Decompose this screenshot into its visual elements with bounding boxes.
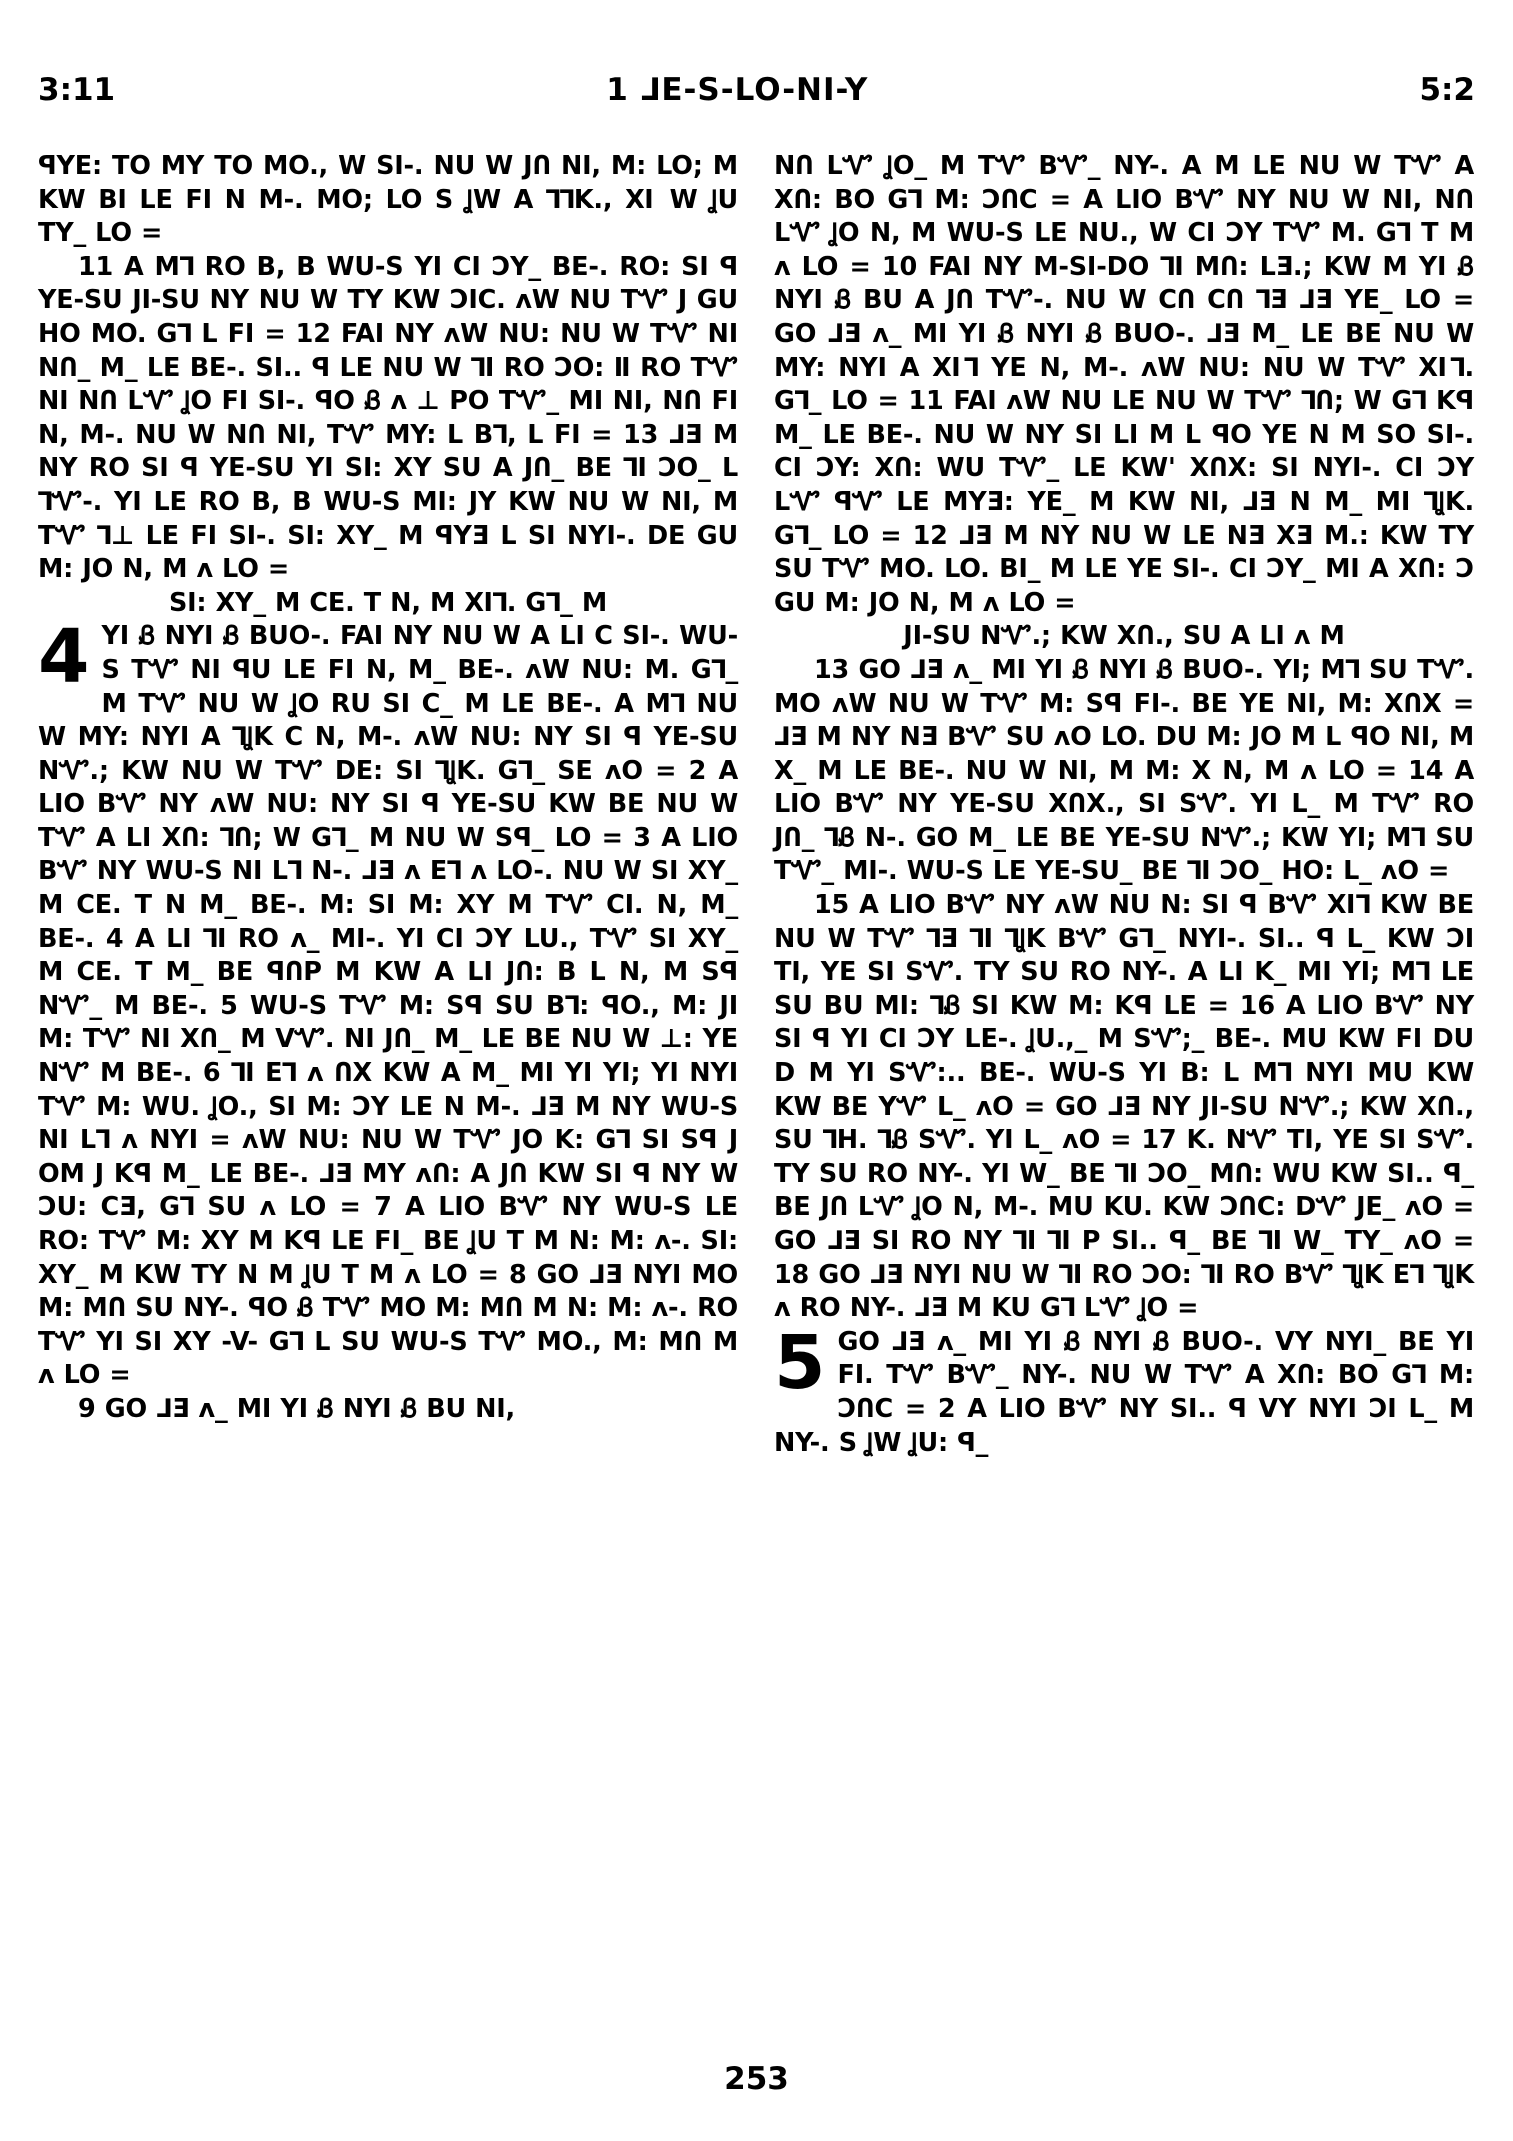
paragraph: 13 GO ⅃Ǝ ᴧ_ MI YI Ᏸ NYI Ᏸ BUO-. YI; M⅂ SU TᏉ. MO ᴧW NU W TᏉ M: Sꟼ FI-. BE YE NI, M: XՈX = ⅃Ǝ M NY NƎ BᏉ SU ᴧO LO. DU M: JO M L ꟼO NI, M X_ M LE BE-. NU W NI, M M: X N, M ᴧ LO = 14 A LIO BᏉ NY YE-SU XՈX., SI SᏉ. YI L_ M TᏉ RO JՈ_ ⅂Ᏸ N-. GO M_ LE BE YE-SU NᏉ.; KW YI; M⅂ SU TᏉ_ MI-. WU-S LE YE-SU_ BE ⅂I ƆO_ HO: L_ ᴧO =	[774, 654, 1474, 887]
dropcap-paragraph	[774, 1319, 1474, 1460]
header-right-reference: 5:2	[1419, 72, 1475, 108]
paragraph: GO ⅃Ǝ ᴧ_ MI YI Ᏸ NYI Ᏸ BUO-. VY NYI_ BE YI FI. TᏉ BᏉ_ NY-. NU W TᏉ A XՈ: BO G⅂ M: ƆՈC = 2 A LIO BᏉ NY SI.. ꟼ VY NYI ƆI L_ M NY-. S ꞲW ꞲU: ꟼ_	[774, 1326, 1474, 1458]
paragraph: 11 A M⅂ RO B, B WU-S YI CI ƆY_ BE-. RO: SI ꟼ YE-SU JI-SU NY NU W TY KW ƆIC. ᴧW NU TᏉ J GU HO MO. G⅂ L FI = 12 FAI NY ᴧW NU: NU W TᏉ NI NՈ_ M_ LE BE-. SI.. ꟼ LE NU W ⅂I RO ƆO: Ⅱ RO TᏉ NI NՈ LᏉ ꞲO FI SI-. ꟼO Ᏸ ᴧ ⊥ PO TᏉ_ MI NI, NՈ FI N, M-. NU W NՈ NI, TᏉ MY: L B⅂, L FI = 13 ⅃Ǝ M NY RO SI ꟼ YE-SU YI SI: XY SU A JՈ_ BE ⅂I ƆO_ L ⅂Ꮙ-. YI LE RO B, B WU-S MI: JY KW NU W NI, M TᏉ ⅂⊥ LE FI SI-. SI: XY_ M ꟼYƎ L SI NYI-. DE GU M: JO N, M ᴧ LO =	[38, 251, 738, 585]
paragraph: YI Ᏸ NYI Ᏸ BUO-. FAI NY NU W A LI C SI-. WU-S TᏉ NI ꟼU LE FI N, M_ BE-. ᴧW NU: M. G⅂_ M TᏉ NU W ꞲO RU SI C_ M LE BE-. A M⅂ NU W MY: NYI A ⅂ꞲK C N, M-. ᴧW NU: NY SI ꟼ YE-SU NᏉ.; KW NU W TᏉ DE: SI ⅂ꞲK. G⅂_ SE ᴧO = 2 A LIO BᏉ NY ᴧW NU: NY SI ꟼ YE-SU KW BE NU W TᏉ A LI XՈ: ⅂Ո; W G⅂_ M NU W Sꟼ_ LO = 3 A LIO BᏉ NY WU-S NI L⅂ N-. ⅃Ǝ ᴧ E⅂ ᴧ LO-. NU W SI XY_ M CE. T N M_ BE-. M: SI M: XY M TᏉ CI. N, M_ BE-. 4 A LI ⅂I RO ᴧ_ MI-. YI CI ƆY LU., TᏉ SI XY_ M CE. T M_ BE ꟼՈP M KW A LI JՈ: B L N, M Sꟼ NᏉ_ M BE-. 5 WU-S TᏉ M: Sꟼ SU B⅂: ꟼO., M: JI M: TᏉ NI XՈ_ M VᏉ. NI JՈ_ M_ LE BE NU W ⊥: YE NᏉ M BE-. 6 ⅂I E⅂ ᴧ ՈX KW A M_ MI YI YI; YI NYI TᏉ M: WU. ꞲO., SI M: ƆY LE N M-. ⅃Ǝ M NY WU-S NI L⅂ ᴧ NYI = ᴧW NU: NU W TᏉ JO K: G⅂ SI Sꟼ J OM J Kꟼ M_ LE BE-. ⅃Ǝ MY ᴧՈ: A JՈ KW SI ꟼ NY W ƆU: CƎ, G⅂ SU ᴧ LO = 7 A LIO BᏉ NY WU-S LE RO: TᏉ M: XY M Kꟼ LE FI_ BE ꞲU T M N: M: ᴧ-. SI: XY_ M KW TY N M ꞲU T M ᴧ LO = 8 GO ⅃Ǝ NYI MO M: MՈ SU NY-. ꟼO Ᏸ TᏉ MO M: MՈ M N: M: ᴧ-. RO TᏉ YI SI XY -V- G⅂ L SU WU-S TᏉ MO., M: MՈ M ᴧ LO =	[38, 621, 738, 1391]
section-heading: JI-SU NᏉ.; KW XՈ., SU A LI ᴧ M	[903, 621, 1345, 652]
section-heading: SI: XY_ M CE. T N, M Ⅺ⅂. G⅂_ M	[168, 587, 608, 618]
paragraph: NՈ LᏉ ꞲO_ M TᏉ BᏉ_ NY-. A M LE NU W TᏉ A XՈ: BO G⅂ M: ƆՈC = A LIO BᏉ NY NU W NI, NՈ LᏉ ꞲO N, M WU-S LE NU., W CI ƆY TᏉ M. G⅂ T M ᴧ LO = 10 FAI NY M-SI-DO ⅂I MՈ: LƎ.; KW M YI Ᏸ NYI Ᏸ BU A JՈ TᏉ-. NU W CՈ CՈ ⅂Ǝ ⅃Ǝ YE_ LO = GO ⅃Ǝ ᴧ_ MI YI Ᏸ NYI Ᏸ BUO-. ⅃Ǝ M_ LE BE NU W MY: NYI A Ⅺ⅂ YE N, M-. ᴧW NU: NU W TᏉ Ⅺ⅂. G⅂_ LO = 11 FAI ᴧW NU LE NU W TᏉ ⅂Ո; W G⅂ Kꟼ M_ LE BE-. NU W NY SI LI M L ꟼO YE N M SO SI-. CI ƆY: XՈ: WU TᏉ_ LE KW' XՈX: SI NYI-. CI ƆY LᏉ ꟼᏉ LE MYƎ: YE_ M KW NI, ⅃Ǝ N M_ MI ⅂ꞲK. G⅂_ LO = 12 ⅃Ǝ M NY NU W LE NƎ XƎ M.: KW TY SU TᏉ MO. LO. BI_ M LE YE SI-. CI ƆY_ MI A XՈ: Ɔ GU M: JO N, M ᴧ LO =	[774, 151, 1474, 618]
header-left-reference: 3:11	[38, 72, 116, 108]
header-book-title: 1 ⅃E-S-LO-NI-Y	[606, 72, 869, 108]
dropcap-paragraph	[38, 614, 738, 1393]
right-column	[774, 150, 1474, 2010]
text-columns	[38, 150, 1475, 2010]
chapter-dropcap: 4	[38, 614, 90, 701]
paragraph: 15 A LIO BᏉ NY ᴧW NU N: SI ꟼ BᏉ Ⅺ⅂ KW BE NU W TᏉ ⅂Ǝ ⅂I ⅂ꞲK BᏉ G⅂_ NYI-. SI.. ꟼ L_ KW ƆI TI, YE SI SᏉ. TY SU RO NY-. A LI K_ MI YI; M⅂ LE SU BU MI: ⅂Ᏸ SI KW M: Kꟼ LE = 16 A LIO BᏉ NY SI ꟼ YI CI ƆY LE-. ꞲU.,_ M SᏉ;_ BE-. MU KW FI DU D M YI SᏉ:.. BE-. WU-S YI B: L M⅂ NYI MU KW KW BE YᏉ L_ ᴧO = GO ⅃Ǝ NY JI-SU NᏉ.; KW XՈ., SU ⅂H. ⅂Ᏸ SᏉ. YI L_ ᴧO = 17 K. NᏉ TI, YE SI SᏉ. TY SU RO NY-. YI W_ BE ⅂I ƆO_ MՈ: WU KW SI.. ꟼ_ BE JՈ LᏉ ꞲO N, M-. MU KU. KW ƆՈC: DᏉ JE_ ᴧO = GO ⅃Ǝ SI RO NY ⅂I ⅂I P SI.. ꟼ_ BE ⅂I W_ TY_ ᴧO = 18 GO ⅃Ǝ NYI NU W ⅂I RO ƆO: ⅂I RO BᏉ ⅂ꞲK E⅂ ⅂ꞲK ᴧ RO NY-. ⅃Ǝ M KU G⅂ LᏉ ꞲO =	[774, 890, 1474, 1324]
paragraph: 9 GO ⅃Ǝ ᴧ_ MI YI Ᏸ NYI Ᏸ BU NI,	[78, 1393, 516, 1424]
chapter-dropcap: 5	[774, 1319, 826, 1406]
paragraph: ꟼYE: TO MY TO MO., W SI-. NU W JՈ NI, M: LO; M KW BI LE FI N M-. MO; LO S ꞲW A ⅂⅂K., Ⅺ W ꞲU TY_ LO =	[38, 151, 738, 249]
page-number: 253	[724, 2061, 789, 2097]
left-column	[38, 150, 738, 2010]
page-header	[38, 72, 1475, 118]
